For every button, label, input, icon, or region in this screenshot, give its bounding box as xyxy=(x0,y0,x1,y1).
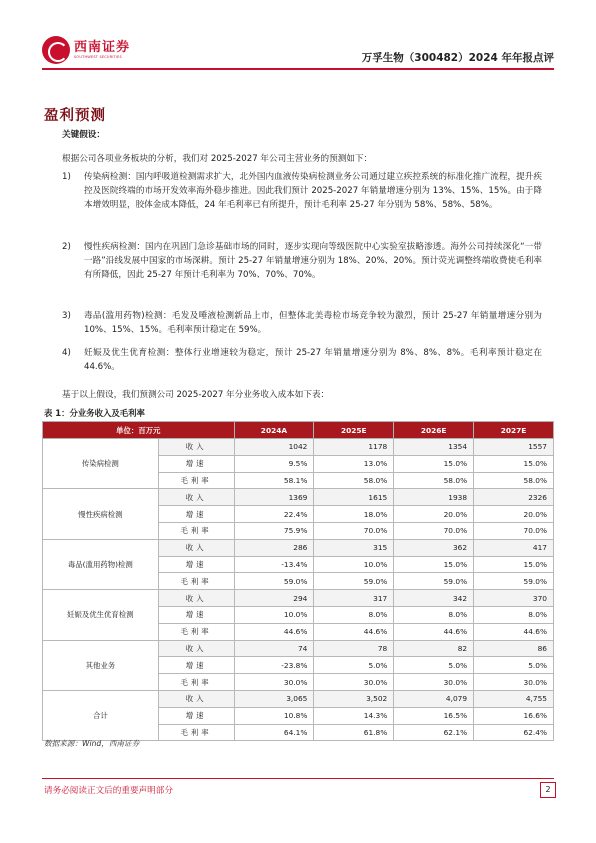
table-cell: 15.0% xyxy=(394,556,474,573)
metric-label: 毛利率 xyxy=(158,623,234,640)
table-cell: 294 xyxy=(234,590,314,607)
table-cell: 30.0% xyxy=(234,674,314,691)
table-cell: 16.5% xyxy=(394,707,474,724)
table-cell: 64.1% xyxy=(234,724,314,741)
table-cell: 44.6% xyxy=(314,623,394,640)
table-cell: 59.0% xyxy=(314,573,394,590)
year-header: 2026E xyxy=(394,422,474,439)
segment-name: 合计 xyxy=(43,690,159,740)
table-cell: 5.0% xyxy=(474,657,554,674)
table-cell: 315 xyxy=(314,539,394,556)
assumption-item xyxy=(62,346,542,374)
logo-icon xyxy=(42,36,70,64)
table-cell: 86 xyxy=(474,640,554,657)
assumption-item xyxy=(62,170,542,212)
table-cell: 59.0% xyxy=(234,573,314,590)
table-cell: 1042 xyxy=(234,439,314,456)
table-cell: 58.0% xyxy=(394,472,474,489)
table-cell: 1557 xyxy=(474,439,554,456)
metric-label: 收入 xyxy=(158,539,234,556)
metric-label: 毛利率 xyxy=(158,674,234,691)
logo-cn-text: 西南证券 xyxy=(74,39,131,55)
year-header: 2025E xyxy=(314,422,394,439)
table-cell: 20.0% xyxy=(394,506,474,523)
table-cell: 70.0% xyxy=(314,522,394,539)
table-cell: 78 xyxy=(314,640,394,657)
revenue-table xyxy=(42,421,554,741)
table-row xyxy=(43,640,554,657)
key-assumptions-heading: 关键假设： xyxy=(62,130,105,140)
table-row xyxy=(43,690,554,707)
metric-label: 收入 xyxy=(158,590,234,607)
table-cell: 1178 xyxy=(314,439,394,456)
table-cell: 62.4% xyxy=(474,724,554,741)
table-cell: 362 xyxy=(394,539,474,556)
table-cell: -23.8% xyxy=(234,657,314,674)
table-cell: 1938 xyxy=(394,489,474,506)
table-cell: 15.0% xyxy=(474,455,554,472)
table-cell: 75.9% xyxy=(234,522,314,539)
table-cell: 317 xyxy=(314,590,394,607)
item-text: 慢性疾病检测：国内在巩固门急诊基础市场的同时，逐步实现向等级医院中心实验室拔略渗透。海外公司持续深化“一带一路”沿线发展中国家的市场深耕。预计 25-27 年销量增速分别为 18%、20%、20%。预计荧光调整终端收费使毛利率有所降低，因此 25-27 年预计毛利率为 70%、70%、70%。 xyxy=(84,242,542,280)
section-title: 盈利预测 xyxy=(44,108,106,124)
table-caption: 表 1：分业务收入及毛利率 xyxy=(44,408,145,418)
table-cell: 1615 xyxy=(314,489,394,506)
table-cell: 74 xyxy=(234,640,314,657)
intro-paragraph: 根据公司各项业务板块的分析，我们对 2025-2027 年公司主营业务的预测如下： xyxy=(62,154,373,164)
table-cell: 8.0% xyxy=(314,606,394,623)
metric-label: 收入 xyxy=(158,640,234,657)
table-cell: 18.0% xyxy=(314,506,394,523)
metric-label: 毛利率 xyxy=(158,573,234,590)
item-text: 传染病检测：国内呼吸道检测需求扩大，北外国内血液传染病检测业务公司通过建立疾控系统的标准化推广流程，提升疾控及医院终端的市场开发效率海外稳步推进。因此我们预计 2025-2027 年销量增速分别为 13%、15%、15%。由于降本增效明显，胶体金成本降低，24 年毛利率已有所提升，预计毛利率 25-27 年分别为 58%、58%、58%。 xyxy=(84,172,542,210)
table-cell: 20.0% xyxy=(474,506,554,523)
metric-label: 增速 xyxy=(158,455,234,472)
table-cell: 10.8% xyxy=(234,707,314,724)
table-cell: 2326 xyxy=(474,489,554,506)
table-cell: -13.4% xyxy=(234,556,314,573)
metric-label: 增速 xyxy=(158,657,234,674)
table-cell: 82 xyxy=(394,640,474,657)
table-cell: 13.0% xyxy=(314,455,394,472)
table-cell: 5.0% xyxy=(314,657,394,674)
table-cell: 44.6% xyxy=(394,623,474,640)
year-header: 2027E xyxy=(474,422,554,439)
table-cell: 70.0% xyxy=(394,522,474,539)
segment-name: 传染病检测 xyxy=(43,439,159,489)
table-cell: 4,079 xyxy=(394,690,474,707)
table-cell: 15.0% xyxy=(394,455,474,472)
table-cell: 30.0% xyxy=(314,674,394,691)
table-cell: 22.4% xyxy=(234,506,314,523)
company-logo xyxy=(42,36,130,64)
table-cell: 10.0% xyxy=(234,606,314,623)
table-cell: 10.0% xyxy=(314,556,394,573)
assumption-item xyxy=(62,309,542,337)
page-header xyxy=(0,0,596,70)
table-cell: 5.0% xyxy=(394,657,474,674)
table-body xyxy=(43,439,554,741)
metric-label: 增速 xyxy=(158,606,234,623)
data-source: 数据来源：Wind，西南证券 xyxy=(44,739,140,748)
segment-name: 毒品(滥用药物)检测 xyxy=(43,539,159,589)
table-cell: 286 xyxy=(234,539,314,556)
logo-en-text: SOUTHWEST SECURITIES xyxy=(74,54,122,59)
table-cell: 342 xyxy=(394,590,474,607)
table-cell: 58.0% xyxy=(474,472,554,489)
footer-disclaimer: 请务必阅读正文后的重要声明部分 xyxy=(44,786,173,796)
metric-label: 毛利率 xyxy=(158,522,234,539)
segment-name: 妊娠及优生优育检测 xyxy=(43,590,159,640)
metric-label: 收入 xyxy=(158,690,234,707)
metric-label: 增速 xyxy=(158,506,234,523)
metric-label: 增速 xyxy=(158,556,234,573)
assumption-item xyxy=(62,240,542,282)
table-cell: 8.0% xyxy=(394,606,474,623)
table-row xyxy=(43,590,554,607)
metric-label: 毛利率 xyxy=(158,724,234,741)
page-number: 2 xyxy=(540,782,556,798)
summary-paragraph: 基于以上假设，我们预测公司 2025-2027 年分业务收入成本如下表： xyxy=(62,390,330,400)
table-cell: 14.3% xyxy=(314,707,394,724)
table-cell: 58.0% xyxy=(314,472,394,489)
table-row xyxy=(43,439,554,456)
table-cell: 1369 xyxy=(234,489,314,506)
table-cell: 8.0% xyxy=(474,606,554,623)
metric-label: 收入 xyxy=(158,489,234,506)
item-number: 2) xyxy=(62,242,71,252)
item-text: 妊娠及优生优育检测：整体行业增速较为稳定，预计 25-27 年销量增速分别为 8%、8%、8%。毛利率预计稳定在 44.6%。 xyxy=(84,348,542,372)
unit-header: 单位：百万元 xyxy=(43,422,235,439)
segment-name: 慢性疾病检测 xyxy=(43,489,159,539)
metric-label: 毛利率 xyxy=(158,472,234,489)
table-cell: 44.6% xyxy=(474,623,554,640)
segment-name: 其他业务 xyxy=(43,640,159,690)
table-cell: 4,755 xyxy=(474,690,554,707)
table-header-row xyxy=(43,422,554,439)
table-cell: 30.0% xyxy=(394,674,474,691)
table-cell: 15.0% xyxy=(474,556,554,573)
item-number: 3) xyxy=(62,311,71,321)
table-cell: 16.6% xyxy=(474,707,554,724)
table-row xyxy=(43,489,554,506)
table-cell: 1354 xyxy=(394,439,474,456)
table-cell: 370 xyxy=(474,590,554,607)
table-cell: 59.0% xyxy=(394,573,474,590)
table-cell: 3,502 xyxy=(314,690,394,707)
table-row xyxy=(43,539,554,556)
table-cell: 61.8% xyxy=(314,724,394,741)
table-cell: 59.0% xyxy=(474,573,554,590)
table-cell: 3,065 xyxy=(234,690,314,707)
footer-divider xyxy=(42,778,554,779)
table-cell: 62.1% xyxy=(394,724,474,741)
item-text: 毒品(滥用药物)检测：毛发及唾液检测新品上市，但整体北美毒检市场竞争较为激烈，预计 25-27 年销量增速分别为 10%、15%、15%。毛利率预计稳定在 59%。 xyxy=(84,311,542,335)
table-cell: 70.0% xyxy=(474,522,554,539)
year-header: 2024A xyxy=(234,422,314,439)
report-title: 万孚生物（300482）2024 年年报点评 xyxy=(361,52,554,64)
metric-label: 收入 xyxy=(158,439,234,456)
table-cell: 9.5% xyxy=(234,455,314,472)
item-number: 1) xyxy=(62,172,71,182)
item-number: 4) xyxy=(62,348,71,358)
header-divider xyxy=(42,68,554,70)
table-cell: 58.1% xyxy=(234,472,314,489)
table-cell: 44.6% xyxy=(234,623,314,640)
table-cell: 417 xyxy=(474,539,554,556)
table-cell: 30.0% xyxy=(474,674,554,691)
metric-label: 增速 xyxy=(158,707,234,724)
